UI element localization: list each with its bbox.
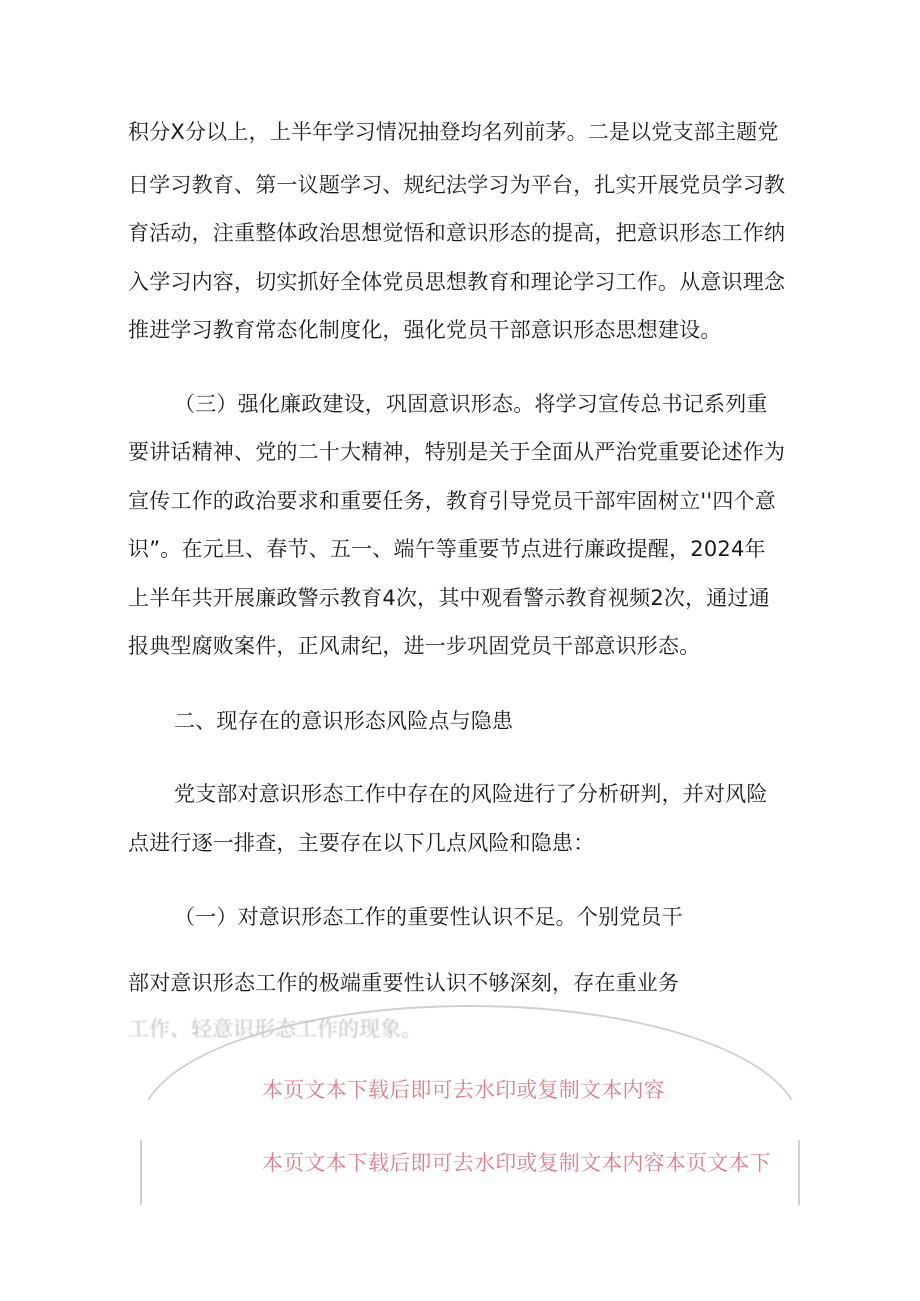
paragraph-2-line-3: 宣传工作的政治要求和重要任务，教育引导党员干部牢固树立''四个意 [128, 489, 776, 513]
section-heading: 二、现存在的意识形态风险点与隐患 [174, 709, 514, 733]
watermark-text-1: 本页文本下载后即可去水印或复制文本内容 [262, 1078, 665, 1102]
arc-cover [120, 1100, 820, 1140]
paragraph-2-line-6: 报典型腐败案件，正风肃纪，进一步巩固党员干部意识形态。 [128, 634, 701, 658]
paragraph-4-line-1: （一）对意识形态工作的重要性认识不足。个别党员干 [174, 905, 683, 929]
paragraph-2-line-2: 要讲话精神、党的二十大精神，特别是关于全面从严治党重要论述作为 [128, 440, 786, 464]
paragraph-2-line-5: 上半年共开展廉政警示教育4次，其中观看警示教育视频2次，通过通 [128, 586, 770, 610]
paragraph-2-line-4: 识”。在元旦、春节、五一、端午等重要节点进行廉政提醒，2024年 [128, 537, 766, 561]
paragraph-2-line-1: （三）强化廉政建设，巩固意识形态。将学习宣传总书记系列重 [174, 392, 768, 416]
faded-cut-line: 工作、轻意识形态工作的现象。 [128, 1017, 422, 1041]
watermark-text-2: 本页文本下载后即可去水印或复制文本内容本页文本下 [262, 1151, 771, 1175]
paragraph-4-line-2: 部对意识形态工作的极端重要性认识不够深刻，存在重业务 [128, 971, 680, 995]
paragraph-3-line-1: 党支部对意识形态工作中存在的风险进行了分析研判，并对风险 [174, 782, 768, 806]
paragraph-1-line-5: 推进学习教育常态化制度化，强化党员干部意识形态思想建设。 [128, 318, 722, 342]
paragraph-1-line-1: 积分X分以上，上半年学习情况抽登均名列前茅。二是以党支部主题党 [128, 120, 779, 144]
paragraph-1-line-2: 日学习教育、第一议题学习、规纪法学习为平台，扎实开展党员学习教 [128, 173, 786, 197]
paragraph-1-line-3: 育活动，注重整体政治思想觉悟和意识形态的提高，把意识形态工作纳 [128, 221, 786, 245]
paragraph-3-line-2: 点进行逐一排查，主要存在以下几点风险和隐患： [128, 831, 595, 855]
paragraph-1-line-4: 入学习内容，切实抓好全体党员思想教育和理论学习工作。从意识理念 [128, 270, 786, 294]
